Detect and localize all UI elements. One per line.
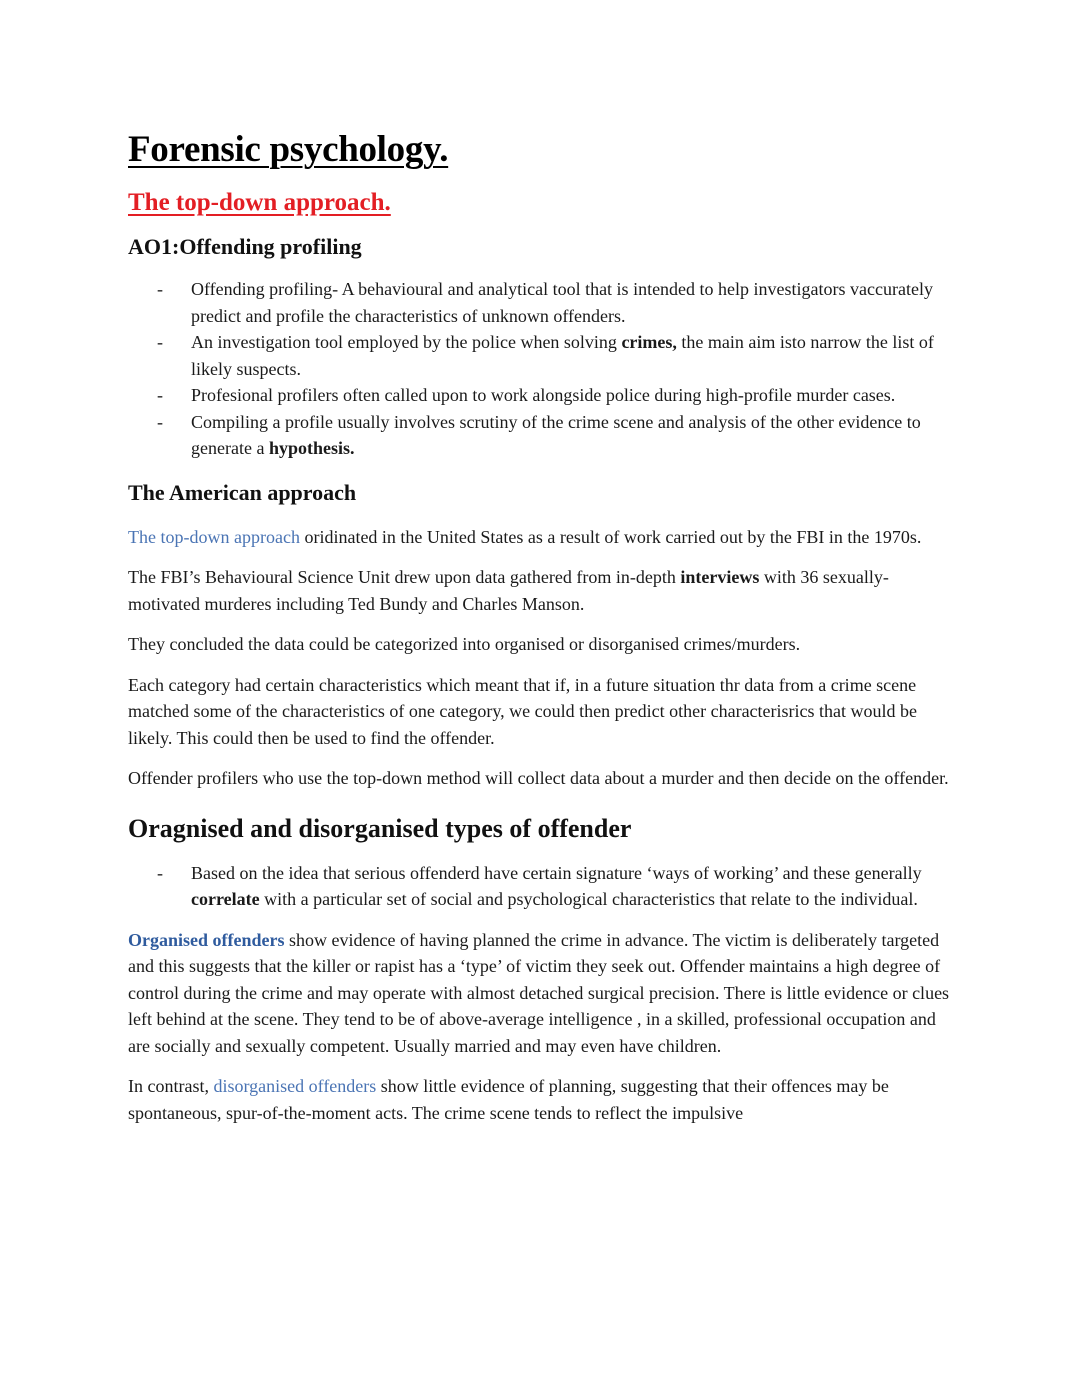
bullet-text: An investigation tool employed by the police when solving [191, 332, 622, 352]
bold-term: crimes, [621, 332, 677, 352]
bullet-text: the main aim isto narrow the list of likely suspects. [191, 332, 934, 379]
dash-bullet: - [157, 862, 163, 883]
section-subtitle: The top-down approach. [128, 189, 391, 216]
paragraph-text: show evidence of having planned the crime in advance. The victim is deliberately targeted and this suggests that the killer or rapist has a ‘type’ of victim they seek out. Offender maintains a high degree of control during the crime and may operate with almost detached surgical precision. There is little evidence or clues left behind at the scene. They tend to be of above-average intelligence , in a skilled, professional occupation and are socially and sexually competent. Usually married and may even have children. [128, 929, 950, 1056]
paragraph: They concluded the data could be categorized into organised or disorganised crimes/murders. [128, 634, 801, 654]
list-item [128, 276, 958, 329]
paragraph [128, 564, 958, 617]
bold-term: correlate [191, 889, 260, 909]
list-item [128, 860, 958, 913]
list-item [128, 329, 958, 382]
paragraph-text: In contrast, [128, 1076, 214, 1096]
paragraph-text: show little evidence of planning, suggesting that their offences may be spontaneous, spur-of-the-moment acts. The crime scene tends to reflect the impulsive [128, 1076, 889, 1123]
highlighted-term: The top-down approach [128, 526, 300, 547]
highlighted-term: disorganised offenders [213, 1076, 377, 1096]
bold-term: hypothesis. [268, 438, 355, 458]
document-page [128, 124, 958, 1126]
heading-ao1: AO1:Offending profiling [128, 234, 362, 259]
bullet-text: Compiling a profile usually involves scrutiny of the crime scene and analysis of the other evidence to generate a [191, 411, 921, 458]
paragraph [128, 524, 958, 551]
paragraph-text: The FBI’s Behavioural Science Unit drew upon data gathered from in-depth [128, 567, 681, 587]
dash-bullet: - [157, 385, 163, 405]
list-item [128, 382, 958, 409]
bold-term: interviews [680, 567, 760, 587]
paragraph [128, 927, 958, 1060]
paragraph [128, 1073, 958, 1126]
bullet-text: Based on the idea that serious offenderd have certain signature ‘ways of working’ and these generally [191, 862, 922, 883]
heading-offender-types: Oragnised and disorganised types of offender [128, 813, 632, 843]
dash-bullet: - [157, 279, 163, 299]
paragraph-text: oridinated in the United States as a result of work carried out by the FBI in the 1970s. [299, 526, 922, 547]
list-item [128, 409, 958, 462]
paragraph-text: with 36 sexually-motivated murderes including Ted Bundy and Charles Manson. [128, 567, 889, 614]
ao1-bullet-list [128, 276, 958, 462]
bullet-text: with a particular set of social and psychological characteristics that relate to the individual. [259, 889, 918, 909]
offender-bullet-list [128, 860, 958, 913]
dash-bullet: - [157, 411, 163, 432]
dash-bullet: - [157, 332, 163, 352]
paragraph: Each category had certain characteristics which meant that if, in a future situation thr data from a crime scene matched some of the characteristics of one category, we could then predict other characterisrics that would be likely. This could then be used to find the offender. [128, 674, 918, 748]
highlighted-term: Organised offenders [128, 929, 285, 950]
bullet-text: Profesional profilers often called upon to work alongside police during high-profile murder cases. [191, 385, 896, 405]
paragraph: Offender profilers who use the top-down method will collect data about a murder and then decide on the offender. [128, 768, 949, 788]
page-title: Forensic psychology. [128, 129, 449, 170]
bullet-text: Offending profiling- A behavioural and analytical tool that is intended to help investigators vaccurately predict and profile the characteristics of unknown offenders. [191, 279, 933, 326]
heading-american-approach: The American approach [128, 479, 357, 505]
